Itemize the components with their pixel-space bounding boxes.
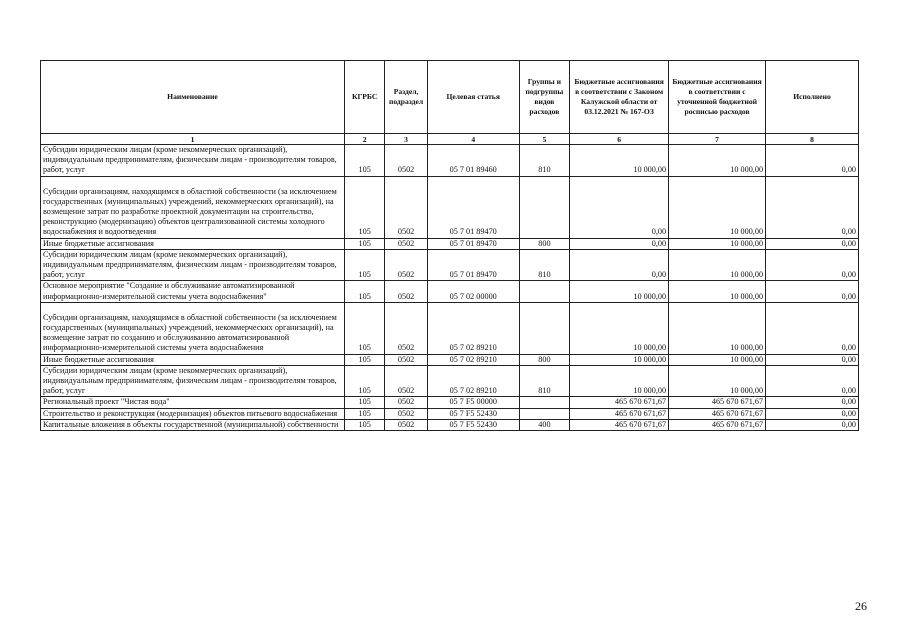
row-section: 0502: [385, 238, 427, 249]
row-revised-amount: 465 670 671,67: [669, 419, 766, 430]
column-number: 1: [41, 134, 345, 145]
row-executed-amount: 0,00: [766, 281, 859, 302]
table-row: [41, 302, 859, 354]
table-row: [41, 238, 859, 249]
header-revised-appropriations: Бюджетные ассигнования в соответствии с уточненной бюджетной росписью расходов: [669, 61, 766, 134]
row-law-amount: 10 000,00: [570, 354, 669, 365]
row-target-article: 05 7 F5 52430: [427, 419, 519, 430]
row-kgrbs: 105: [344, 281, 384, 302]
row-law-amount: 10 000,00: [570, 365, 669, 397]
row-revised-amount: 10 000,00: [669, 145, 766, 177]
header-section: Раздел, подраздел: [385, 61, 427, 134]
column-number: 8: [766, 134, 859, 145]
header-target-article: Целевая статья: [427, 61, 519, 134]
row-name: Региональный проект "Чистая вода": [41, 397, 345, 408]
row-target-article: 05 7 01 89470: [427, 238, 519, 249]
row-revised-amount: 10 000,00: [669, 176, 766, 238]
row-target-article: 05 7 01 89470: [427, 249, 519, 281]
row-expense-type: [519, 281, 569, 302]
row-section: 0502: [385, 176, 427, 238]
row-section: 0502: [385, 397, 427, 408]
row-target-article: 05 7 02 89210: [427, 302, 519, 354]
row-revised-amount: 10 000,00: [669, 302, 766, 354]
row-expense-type: [519, 176, 569, 238]
table-row: [41, 176, 859, 238]
row-expense-type: [519, 408, 569, 419]
row-kgrbs: 105: [344, 249, 384, 281]
row-target-article: 05 7 F5 52430: [427, 408, 519, 419]
row-target-article: 05 7 02 89210: [427, 365, 519, 397]
row-kgrbs: 105: [344, 176, 384, 238]
budget-table: [40, 60, 859, 431]
row-name: Субсидии юридическим лицам (кроме некоммерческих организаций), индивидуальным предпринимателям, физическим лицам - производителям товаров, работ, услуг: [41, 365, 345, 397]
column-number-row: [41, 134, 859, 145]
row-law-amount: 0,00: [570, 176, 669, 238]
row-name: Иные бюджетные ассигнования: [41, 354, 345, 365]
row-name: Субсидии юридическим лицам (кроме некоммерческих организаций), индивидуальным предпринимателям, физическим лицам - производителям товаров, работ, услуг: [41, 145, 345, 177]
row-expense-type: 810: [519, 145, 569, 177]
row-law-amount: 10 000,00: [570, 145, 669, 177]
column-number: 2: [344, 134, 384, 145]
row-name: Иные бюджетные ассигнования: [41, 238, 345, 249]
header-row: [41, 61, 859, 134]
header-law-appropriations: Бюджетные ассигнования в соответствии с Законом Калужской области от 03.12.2021 № 167-ОЗ: [570, 61, 669, 134]
row-revised-amount: 465 670 671,67: [669, 397, 766, 408]
row-executed-amount: 0,00: [766, 408, 859, 419]
table-row: [41, 365, 859, 397]
row-law-amount: 0,00: [570, 249, 669, 281]
header-executed: Исполнено: [766, 61, 859, 134]
row-section: 0502: [385, 354, 427, 365]
row-law-amount: 465 670 671,67: [570, 408, 669, 419]
column-number: 4: [427, 134, 519, 145]
column-number: 6: [570, 134, 669, 145]
row-target-article: 05 7 02 89210: [427, 354, 519, 365]
row-kgrbs: 105: [344, 397, 384, 408]
table-row: [41, 354, 859, 365]
row-target-article: 05 7 F5 00000: [427, 397, 519, 408]
table-row: [41, 397, 859, 408]
row-target-article: 05 7 02 00000: [427, 281, 519, 302]
row-executed-amount: 0,00: [766, 397, 859, 408]
header-kgrbs: КГРБС: [344, 61, 384, 134]
row-expense-type: 800: [519, 238, 569, 249]
column-number: 3: [385, 134, 427, 145]
row-executed-amount: 0,00: [766, 365, 859, 397]
row-executed-amount: 0,00: [766, 354, 859, 365]
row-section: 0502: [385, 365, 427, 397]
row-revised-amount: 10 000,00: [669, 281, 766, 302]
row-expense-type: 810: [519, 249, 569, 281]
row-name: Субсидии юридическим лицам (кроме некоммерческих организаций), индивидуальным предпринимателям, физическим лицам - производителям товаров, работ, услуг: [41, 249, 345, 281]
row-revised-amount: 10 000,00: [669, 249, 766, 281]
row-law-amount: 465 670 671,67: [570, 397, 669, 408]
row-expense-type: 400: [519, 419, 569, 430]
row-expense-type: [519, 397, 569, 408]
row-kgrbs: 105: [344, 365, 384, 397]
table-row: [41, 419, 859, 430]
row-executed-amount: 0,00: [766, 249, 859, 281]
row-law-amount: 0,00: [570, 238, 669, 249]
row-law-amount: 10 000,00: [570, 302, 669, 354]
row-kgrbs: 105: [344, 302, 384, 354]
row-revised-amount: 10 000,00: [669, 365, 766, 397]
row-name: Основное мероприятие "Создание и обслуживание автоматизированной информационно-измерительной системы учета водоснабжения": [41, 281, 345, 302]
row-section: 0502: [385, 281, 427, 302]
row-section: 0502: [385, 145, 427, 177]
row-executed-amount: 0,00: [766, 419, 859, 430]
row-revised-amount: 10 000,00: [669, 238, 766, 249]
page-number: 26: [855, 599, 867, 613]
row-revised-amount: 465 670 671,67: [669, 408, 766, 419]
row-executed-amount: 0,00: [766, 302, 859, 354]
row-section: 0502: [385, 408, 427, 419]
row-law-amount: 10 000,00: [570, 281, 669, 302]
table-row: [41, 145, 859, 177]
row-expense-type: 800: [519, 354, 569, 365]
row-kgrbs: 105: [344, 408, 384, 419]
column-number: 5: [519, 134, 569, 145]
column-number: 7: [669, 134, 766, 145]
row-expense-type: [519, 302, 569, 354]
row-target-article: 05 7 01 89470: [427, 176, 519, 238]
row-kgrbs: 105: [344, 419, 384, 430]
row-name: Капитальные вложения в объекты государственной (муниципальной) собственности: [41, 419, 345, 430]
table-row: [41, 249, 859, 281]
row-expense-type: 810: [519, 365, 569, 397]
header-expense-type: Группы и подгруппы видов расходов: [519, 61, 569, 134]
row-section: 0502: [385, 419, 427, 430]
row-executed-amount: 0,00: [766, 176, 859, 238]
header-name: Наименование: [41, 61, 345, 134]
row-law-amount: 465 670 671,67: [570, 419, 669, 430]
row-name: Субсидии организациям, находящимся в областной собственности (за исключением государственных (муниципальных) учреждений, некоммерческих организаций), на возмещение затрат по разработке проектной документации на строительство, реконструкцию (модернизацию) объектов централизованной системы холодного водоснабжения и водоотведения: [41, 176, 345, 238]
row-section: 0502: [385, 302, 427, 354]
row-name: Субсидии организациям, находящимся в областной собственности (за исключением государственных (муниципальных) учреждений, некоммерческих организаций), на возмещение затрат по созданию и обслуживанию автоматизированной информационно-измерительной системы учета водоснабжения: [41, 302, 345, 354]
row-kgrbs: 105: [344, 354, 384, 365]
row-kgrbs: 105: [344, 238, 384, 249]
row-kgrbs: 105: [344, 145, 384, 177]
row-executed-amount: 0,00: [766, 238, 859, 249]
table-row: [41, 408, 859, 419]
row-target-article: 05 7 01 89460: [427, 145, 519, 177]
row-name: Строительство и реконструкция (модернизация) объектов питьевого водоснабжения: [41, 408, 345, 419]
row-revised-amount: 10 000,00: [669, 354, 766, 365]
table-row: [41, 281, 859, 302]
row-section: 0502: [385, 249, 427, 281]
row-executed-amount: 0,00: [766, 145, 859, 177]
